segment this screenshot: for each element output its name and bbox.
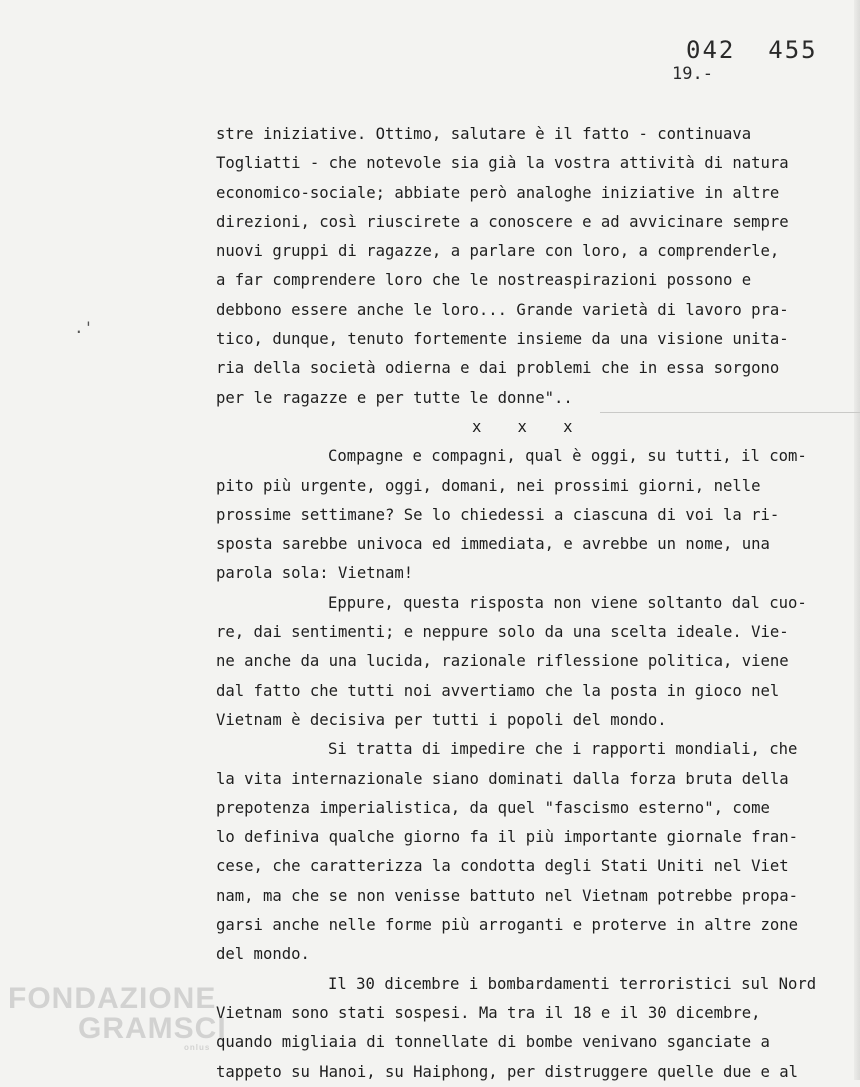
text-line: prepotenza imperialistica, da quel "fascismo esterno", come: [216, 798, 770, 817]
text-line: stre iniziative. Ottimo, salutare è il fatto - continuava: [216, 125, 752, 143]
text-line: prossime settimane? Se lo chiedessi a ciascuna di voi la ri-: [216, 505, 780, 524]
archive-number: 042 455: [686, 36, 818, 64]
watermark-line-2: GRAMSCI: [78, 1012, 227, 1045]
text-line: pito più urgente, oggi, domani, nei prossimi giorni, nelle: [216, 476, 761, 495]
text-line: tico, dunque, tenuto fortemente insieme da una visione unita-: [216, 330, 789, 349]
text-line: per le ragazze e per tutte le donne"..: [216, 388, 573, 407]
text-line: Vietnam è decisiva per tutti i popoli del mondo.: [216, 710, 667, 729]
paragraph-start-line: Compagne e compagni, qual è oggi, su tutti, il com-: [328, 447, 807, 466]
text-line: sposta sarebbe univoca ed immediata, e avrebbe un nome, una: [216, 535, 770, 554]
text-line: garsi anche nelle forme più arroganti e proterve in altre zone: [216, 916, 799, 935]
page-number: 19.-: [672, 64, 713, 84]
text-line: a far comprendere loro che le nostreaspirazioni possono e: [216, 271, 752, 290]
watermark-line-3: onlus: [184, 1043, 211, 1052]
text-line: re, dai sentimenti; e neppure solo da una scelta ideale. Vie-: [216, 623, 789, 642]
text-line: Vietnam sono stati sospesi. Ma tra il 18 e il 30 dicembre,: [216, 1003, 761, 1022]
page-edge: [854, 0, 860, 1080]
paragraph-start-line: Il 30 dicembre i bombardamenti terroristici sul Nord: [328, 974, 817, 993]
text-line: nam, ma che se non venisse battuto nel Vietnam potrebbe propa-: [216, 886, 799, 905]
paragraph-start-line: Eppure, questa risposta non viene soltanto dal cuo-: [328, 593, 807, 612]
text-line: ne anche da una lucida, razionale riflessione politica, viene: [216, 652, 789, 671]
text-line: nuovi gruppi di ragazze, a parlare con loro, a comprenderle,: [216, 242, 780, 261]
text-line: del mondo.: [216, 945, 310, 964]
text-line: Togliatti - che notevole sia già la vostra attività di natura: [216, 154, 789, 173]
text-line: direzioni, così riuscirete a conoscere e ad avvicinare sempre: [216, 212, 789, 231]
paragraph-start-line: Si tratta di impedire che i rapporti mondiali, che: [328, 740, 798, 759]
text-line: parola sola: Vietnam!: [216, 564, 414, 583]
margin-mark: .': [74, 318, 94, 337]
text-line: tappeto su Hanoi, su Haiphong, per distruggere quelle due e al: [216, 1062, 799, 1081]
text-line: la vita internazionale siano dominati dalla forza bruta della: [216, 769, 789, 788]
text-line: dal fatto che tutti noi avvertiamo che la posta in gioco nel: [216, 681, 780, 700]
watermark-line-1: FONDAZIONE: [8, 982, 217, 1015]
text-line: economico-sociale; abbiate però analoghe iniziative in altre: [216, 183, 780, 202]
text-line: lo definiva qualche giorno fa il più importante giornale fran-: [216, 828, 799, 847]
section-separator: x x x: [472, 417, 575, 436]
text-line: quando migliaia di tonnellate di bombe venivano sganciate a: [216, 1033, 770, 1052]
text-line: debbono essere anche le loro... Grande varietà di lavoro pra-: [216, 300, 789, 319]
text-line: cese, che caratterizza la condotta degli Stati Uniti nel Viet: [216, 857, 789, 876]
text-line: ria della società odierna e dai problemi che in essa sorgono: [216, 359, 780, 378]
typewritten-text: [216, 120, 846, 1087]
watermark-logo: [8, 984, 227, 1052]
